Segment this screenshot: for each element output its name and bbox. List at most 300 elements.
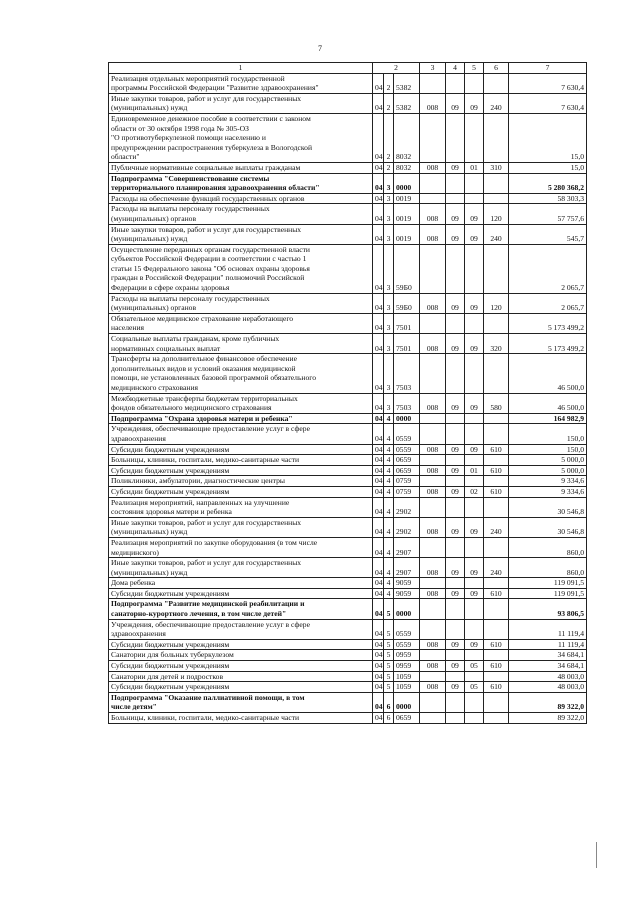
code-part-1: 04 (373, 204, 384, 224)
code-part-3: 0759 (394, 486, 420, 497)
subprogram-row (109, 599, 587, 619)
code-part-1: 04 (373, 193, 384, 204)
row-name: Трансферты на дополнительное финансовое обеспечение дополнительных видов и условий оказания медицинской помощи, не установленных базовой программой обязательного медицинского страхования (109, 354, 373, 393)
section-code (446, 671, 465, 682)
table-row (109, 537, 587, 557)
code-part-3: 0759 (394, 476, 420, 487)
expense-type-code (484, 650, 509, 661)
code-part-1: 04 (373, 692, 384, 712)
code-part-2: 5 (384, 619, 394, 639)
row-name: Публичные нормативные социальные выплаты гражданам (109, 162, 373, 173)
code-part-2: 3 (384, 354, 394, 393)
subsection-code: 05 (465, 661, 484, 672)
expense-type-code (484, 173, 509, 193)
section-code (446, 73, 465, 93)
department-code (420, 354, 446, 393)
row-name: Субсидии бюджетным учреждениям (109, 588, 373, 599)
table-row (109, 204, 587, 224)
code-part-2: 5 (384, 650, 394, 661)
subsection-code: 09 (465, 393, 484, 413)
department-code (420, 671, 446, 682)
code-part-2: 5 (384, 682, 394, 693)
code-part-2: 2 (384, 93, 394, 113)
expense-type-code: 610 (484, 639, 509, 650)
code-part-2: 4 (384, 537, 394, 557)
code-part-2: 4 (384, 486, 394, 497)
code-part-1: 04 (373, 465, 384, 476)
code-part-1: 04 (373, 162, 384, 173)
code-part-3: 0559 (394, 444, 420, 455)
code-part-2: 5 (384, 639, 394, 650)
section-code: 09 (446, 486, 465, 497)
code-part-2: 4 (384, 465, 394, 476)
code-part-1: 04 (373, 537, 384, 557)
code-part-3: 0559 (394, 639, 420, 650)
department-code: 008 (420, 444, 446, 455)
amount: 2 065,7 (509, 293, 587, 313)
row-name: Поликлиники, амбулатории, диагностические центры (109, 476, 373, 487)
code-part-3: 59Б0 (394, 293, 420, 313)
code-part-2: 4 (384, 588, 394, 599)
header-cell: 5 (465, 63, 484, 74)
amount: 860,0 (509, 558, 587, 578)
header-cell: 6 (484, 63, 509, 74)
code-part-2: 4 (384, 497, 394, 517)
section-code: 09 (446, 465, 465, 476)
subsection-code (465, 476, 484, 487)
section-code (446, 455, 465, 466)
expense-type-code: 610 (484, 465, 509, 476)
code-part-2: 4 (384, 476, 394, 487)
row-name: Учреждения, обеспечивающие предоставление услуг в сфере здравоохранения (109, 619, 373, 639)
code-part-1: 04 (373, 578, 384, 589)
amount: 9 334,6 (509, 476, 587, 487)
code-part-2: 3 (384, 334, 394, 354)
amount: 150,0 (509, 444, 587, 455)
amount: 15,0 (509, 162, 587, 173)
code-part-2: 3 (384, 244, 394, 293)
subsection-code: 09 (465, 588, 484, 599)
code-part-1: 04 (373, 393, 384, 413)
row-name: Субсидии бюджетным учреждениям (109, 465, 373, 476)
code-part-3: 7501 (394, 313, 420, 333)
department-code (420, 497, 446, 517)
header-cell: 3 (420, 63, 446, 74)
code-part-1: 04 (373, 224, 384, 244)
code-part-2: 3 (384, 193, 394, 204)
department-code: 008 (420, 486, 446, 497)
subsection-code (465, 113, 484, 162)
expense-type-code: 240 (484, 224, 509, 244)
row-name: Реализация мероприятий, направленных на улучшение состояния здоровья матери и ребенка (109, 497, 373, 517)
section-code (446, 650, 465, 661)
section-code: 09 (446, 293, 465, 313)
row-name: Санатории для больных туберкулезом (109, 650, 373, 661)
code-part-1: 04 (373, 73, 384, 93)
code-part-1: 04 (373, 455, 384, 466)
row-name: Субсидии бюджетным учреждениям (109, 682, 373, 693)
code-part-1: 04 (373, 558, 384, 578)
row-name: Дома ребенка (109, 578, 373, 589)
subsection-code (465, 244, 484, 293)
row-name: Осуществление переданных органам государственной власти субъектов Российской Федерации в соответствии с частью 1 статьи 15 Федерального закона "Об основах охраны здоровья граждан в Российской Федерации" полномочий Российской Федерации в сфере охраны здоровья (109, 244, 373, 293)
table-row (109, 486, 587, 497)
table-row (109, 313, 587, 333)
department-code: 008 (420, 682, 446, 693)
amount: 34 684,1 (509, 650, 587, 661)
department-code (420, 193, 446, 204)
code-part-3: 0559 (394, 619, 420, 639)
department-code: 008 (420, 517, 446, 537)
expense-type-code: 610 (484, 682, 509, 693)
table-row (109, 113, 587, 162)
row-name: Больницы, клиники, госпитали, медико-санитарные части (109, 455, 373, 466)
code-part-1: 04 (373, 639, 384, 650)
code-part-2: 4 (384, 413, 394, 424)
expense-type-code: 240 (484, 93, 509, 113)
code-part-2: 6 (384, 692, 394, 712)
code-part-3: 2902 (394, 497, 420, 517)
amount: 860,0 (509, 537, 587, 557)
subsection-code: 09 (465, 293, 484, 313)
department-code: 008 (420, 661, 446, 672)
amount: 93 806,5 (509, 599, 587, 619)
row-name: Иные закупки товаров, работ и услуг для государственных (муниципальных) нужд (109, 93, 373, 113)
code-part-1: 04 (373, 313, 384, 333)
subsection-code (465, 599, 484, 619)
code-part-3: 7503 (394, 354, 420, 393)
code-part-3: 0000 (394, 599, 420, 619)
code-part-3: 0559 (394, 424, 420, 444)
section-code: 09 (446, 588, 465, 599)
row-name: Реализация отдельных мероприятий государственной программы Российской Федерации "Развитие здравоохранения" (109, 73, 373, 93)
expense-type-code: 120 (484, 293, 509, 313)
department-code: 008 (420, 465, 446, 476)
code-part-3: 2907 (394, 558, 420, 578)
row-name: Расходы на выплаты персоналу государственных (муниципальных) органов (109, 293, 373, 313)
code-part-3: 8032 (394, 162, 420, 173)
expense-type-code: 120 (484, 204, 509, 224)
row-name: Подпрограмма "Совершенствование системы территориального планирования здравоохранения области" (109, 173, 373, 193)
amount: 119 091,5 (509, 578, 587, 589)
code-part-2: 4 (384, 558, 394, 578)
code-part-3: 8032 (394, 113, 420, 162)
code-part-1: 04 (373, 497, 384, 517)
code-part-3: 9059 (394, 578, 420, 589)
section-code (446, 313, 465, 333)
row-name: Субсидии бюджетным учреждениям (109, 639, 373, 650)
row-name: Санатории для детей и подростков (109, 671, 373, 682)
row-name: Иные закупки товаров, работ и услуг для государственных (муниципальных) нужд (109, 517, 373, 537)
code-part-1: 04 (373, 173, 384, 193)
row-name: Иные закупки товаров, работ и услуг для государственных (муниципальных) нужд (109, 224, 373, 244)
table-row (109, 444, 587, 455)
row-name: Расходы на обеспечение функций государственных органов (109, 193, 373, 204)
department-code: 008 (420, 558, 446, 578)
table-row (109, 619, 587, 639)
code-part-1: 04 (373, 334, 384, 354)
code-part-2: 2 (384, 73, 394, 93)
table-row (109, 93, 587, 113)
code-part-3: 5382 (394, 73, 420, 93)
subsection-code: 01 (465, 465, 484, 476)
amount: 57 757,6 (509, 204, 587, 224)
section-code (446, 476, 465, 487)
section-code: 09 (446, 224, 465, 244)
table-row (109, 224, 587, 244)
subsection-code: 09 (465, 93, 484, 113)
expense-type-code: 580 (484, 393, 509, 413)
subsection-code: 09 (465, 334, 484, 354)
section-code: 09 (446, 334, 465, 354)
expense-type-code (484, 599, 509, 619)
row-name: Больницы, клиники, госпитали, медико-санитарные части (109, 713, 373, 724)
section-code: 09 (446, 204, 465, 224)
code-part-2: 3 (384, 173, 394, 193)
row-name: Субсидии бюджетным учреждениям (109, 444, 373, 455)
code-part-3: 1059 (394, 682, 420, 693)
table-row (109, 193, 587, 204)
code-part-2: 3 (384, 293, 394, 313)
department-code (420, 244, 446, 293)
expense-type-code: 240 (484, 517, 509, 537)
code-part-2: 3 (384, 224, 394, 244)
subsection-code (465, 497, 484, 517)
subsection-code (465, 650, 484, 661)
code-part-3: 0659 (394, 713, 420, 724)
section-code (446, 424, 465, 444)
table-row (109, 650, 587, 661)
header-cell: 2 (373, 63, 420, 74)
table-row (109, 334, 587, 354)
table-row (109, 682, 587, 693)
amount: 5 000,0 (509, 465, 587, 476)
subsection-code: 09 (465, 224, 484, 244)
amount: 46 500,0 (509, 354, 587, 393)
subsection-code (465, 692, 484, 712)
subsection-code: 09 (465, 639, 484, 650)
code-part-1: 04 (373, 517, 384, 537)
code-part-1: 04 (373, 671, 384, 682)
table-row (109, 244, 587, 293)
code-part-3: 9059 (394, 588, 420, 599)
expense-type-code (484, 619, 509, 639)
section-code: 09 (446, 517, 465, 537)
expense-type-code: 610 (484, 444, 509, 455)
expense-type-code (484, 424, 509, 444)
code-part-2: 5 (384, 671, 394, 682)
department-code (420, 424, 446, 444)
row-name: Учреждения, обеспечивающие предоставление услуг в сфере здравоохранения (109, 424, 373, 444)
department-code (420, 578, 446, 589)
code-part-3: 0019 (394, 224, 420, 244)
code-part-1: 04 (373, 424, 384, 444)
section-code: 09 (446, 639, 465, 650)
department-code (420, 313, 446, 333)
code-part-2: 4 (384, 517, 394, 537)
table-row (109, 455, 587, 466)
section-code: 09 (446, 162, 465, 173)
amount: 11 119,4 (509, 619, 587, 639)
code-part-3: 7501 (394, 334, 420, 354)
code-part-2: 3 (384, 313, 394, 333)
row-name: Реализация мероприятий по закупке оборудования (в том числе медицинского) (109, 537, 373, 557)
subsection-code (465, 173, 484, 193)
code-part-1: 04 (373, 599, 384, 619)
row-name: Иные закупки товаров, работ и услуг для государственных (муниципальных) нужд (109, 558, 373, 578)
section-code (446, 354, 465, 393)
code-part-2: 4 (384, 444, 394, 455)
amount: 545,7 (509, 224, 587, 244)
section-code: 09 (446, 444, 465, 455)
expense-type-code (484, 537, 509, 557)
department-code: 008 (420, 224, 446, 244)
expense-type-code (484, 671, 509, 682)
code-part-1: 04 (373, 354, 384, 393)
expense-type-code: 320 (484, 334, 509, 354)
subsection-code (465, 313, 484, 333)
code-part-1: 04 (373, 682, 384, 693)
table-row (109, 162, 587, 173)
section-code (446, 173, 465, 193)
department-code (420, 173, 446, 193)
page-number: 7 (318, 44, 322, 53)
code-part-3: 0659 (394, 465, 420, 476)
section-code (446, 537, 465, 557)
code-part-1: 04 (373, 293, 384, 313)
amount: 48 003,0 (509, 682, 587, 693)
code-part-2: 3 (384, 204, 394, 224)
department-code (420, 599, 446, 619)
code-part-2: 6 (384, 713, 394, 724)
amount: 5 280 368,2 (509, 173, 587, 193)
expense-type-code (484, 73, 509, 93)
table-row (109, 639, 587, 650)
expense-type-code (484, 244, 509, 293)
code-part-1: 04 (373, 93, 384, 113)
table-row (109, 671, 587, 682)
subsection-code (465, 619, 484, 639)
expense-type-code (484, 713, 509, 724)
section-code (446, 244, 465, 293)
table-row (109, 588, 587, 599)
expense-type-code (484, 692, 509, 712)
table-row (109, 393, 587, 413)
header-cell: 4 (446, 63, 465, 74)
amount: 5 173 499,2 (509, 334, 587, 354)
row-name: Подпрограмма "Охрана здоровья матери и ребенка" (109, 413, 373, 424)
section-code (446, 619, 465, 639)
table-row (109, 578, 587, 589)
margin-mark (596, 842, 597, 868)
section-code (446, 113, 465, 162)
row-name: Подпрограмма "Оказание паллиативной помощи, в том числе детям" (109, 692, 373, 712)
code-part-2: 5 (384, 661, 394, 672)
department-code (420, 413, 446, 424)
row-name: Обязательное медицинское страхование неработающего населения (109, 313, 373, 333)
code-part-3: 0000 (394, 413, 420, 424)
amount: 164 982,9 (509, 413, 587, 424)
amount: 15,0 (509, 113, 587, 162)
code-part-3: 2907 (394, 537, 420, 557)
department-code (420, 73, 446, 93)
amount: 7 630,4 (509, 93, 587, 113)
amount: 7 630,4 (509, 73, 587, 93)
subprogram-row (109, 413, 587, 424)
expense-type-code: 610 (484, 588, 509, 599)
subsection-code: 02 (465, 486, 484, 497)
header-cell: 7 (509, 63, 587, 74)
section-code (446, 599, 465, 619)
section-code (446, 193, 465, 204)
code-part-1: 04 (373, 713, 384, 724)
row-name: Социальные выплаты гражданам, кроме публичных нормативных социальных выплат (109, 334, 373, 354)
subsection-code (465, 413, 484, 424)
row-name: Единовременное денежное пособие в соответствии с законом области от 30 октября 1998 года № 305-ОЗ "О противотуберкулезной помощи населению и предупреждении распространения туберкулеза в Вологодской области" (109, 113, 373, 162)
expense-type-code (484, 193, 509, 204)
code-part-3: 2902 (394, 517, 420, 537)
section-code (446, 413, 465, 424)
table-row (109, 73, 587, 93)
department-code (420, 713, 446, 724)
department-code: 008 (420, 293, 446, 313)
amount: 30 546,8 (509, 497, 587, 517)
subprogram-row (109, 692, 587, 712)
row-name: Расходы на выплаты персоналу государственных (муниципальных) органов (109, 204, 373, 224)
code-part-1: 04 (373, 413, 384, 424)
subsection-code (465, 455, 484, 466)
department-code (420, 537, 446, 557)
code-part-3: 5382 (394, 93, 420, 113)
code-part-3: 0019 (394, 193, 420, 204)
code-part-2: 3 (384, 393, 394, 413)
subprogram-row (109, 173, 587, 193)
code-part-2: 4 (384, 455, 394, 466)
amount: 5 000,0 (509, 455, 587, 466)
amount: 58 303,3 (509, 193, 587, 204)
department-code (420, 619, 446, 639)
expense-type-code (484, 476, 509, 487)
code-part-2: 2 (384, 162, 394, 173)
subsection-code: 01 (465, 162, 484, 173)
code-part-3: 0659 (394, 455, 420, 466)
amount: 2 065,7 (509, 244, 587, 293)
code-part-3: 0000 (394, 173, 420, 193)
subsection-code (465, 537, 484, 557)
amount: 89 322,0 (509, 692, 587, 712)
code-part-2: 4 (384, 578, 394, 589)
subsection-code: 09 (465, 558, 484, 578)
section-code (446, 497, 465, 517)
code-part-1: 04 (373, 661, 384, 672)
row-name: Подпрограмма "Развитие медицинской реабилитации и санаторно-курортного лечения, в том числе детей" (109, 599, 373, 619)
expense-type-code (484, 354, 509, 393)
expense-type-code (484, 313, 509, 333)
code-part-1: 04 (373, 619, 384, 639)
department-code: 008 (420, 393, 446, 413)
subsection-code (465, 713, 484, 724)
amount: 89 322,0 (509, 713, 587, 724)
expense-type-code (484, 455, 509, 466)
code-part-1: 04 (373, 113, 384, 162)
section-code (446, 578, 465, 589)
department-code: 008 (420, 334, 446, 354)
department-code (420, 650, 446, 661)
department-code: 008 (420, 204, 446, 224)
code-part-2: 4 (384, 424, 394, 444)
code-part-1: 04 (373, 588, 384, 599)
expense-type-code (484, 578, 509, 589)
